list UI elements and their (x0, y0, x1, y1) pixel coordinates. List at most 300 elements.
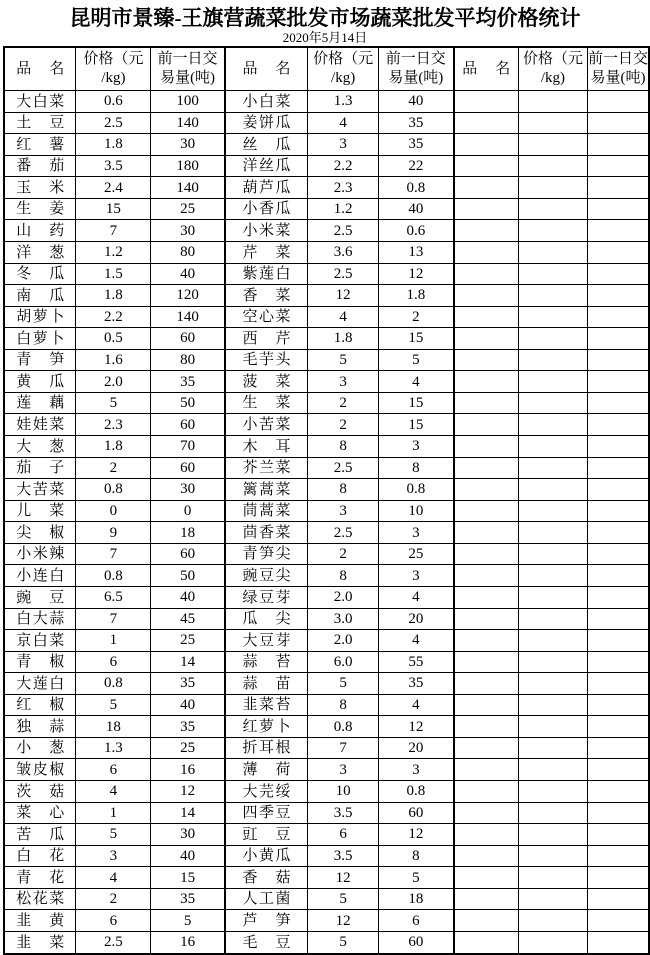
cell-product-name (454, 586, 519, 608)
cell-volume (587, 177, 649, 199)
product-name-text: 大苦菜 (16, 481, 65, 498)
table-row (4, 586, 649, 608)
cell-price: 3 (308, 371, 379, 393)
table-row (4, 91, 649, 113)
cell-product-name (225, 910, 308, 932)
cell-volume: 140 (151, 112, 225, 134)
cell-product-name (454, 716, 519, 738)
cell-volume: 22 (379, 155, 454, 177)
cell-volume: 140 (151, 306, 225, 328)
cell-price (518, 392, 587, 414)
cell-price: 7 (76, 543, 151, 565)
cell-volume (587, 91, 649, 113)
product-name-text: 折耳根 (242, 740, 291, 757)
cell-volume: 12 (151, 781, 225, 803)
cell-volume (587, 457, 649, 479)
product-name-text: 茴香菜 (242, 524, 291, 541)
table-row (4, 673, 649, 695)
cell-product-name (4, 177, 76, 199)
cell-volume: 60 (379, 931, 454, 953)
cell-price (518, 177, 587, 199)
cell-volume: 35 (151, 371, 225, 393)
cell-product-name (4, 759, 76, 781)
cell-volume (587, 845, 649, 867)
cell-product-name (454, 500, 519, 522)
cell-price: 2 (308, 414, 379, 436)
product-name-text: 韭菜 (16, 934, 65, 951)
cell-volume: 30 (151, 824, 225, 846)
cell-price: 3.6 (308, 241, 379, 263)
product-name-text: 青椒 (16, 654, 65, 671)
cell-volume (587, 392, 649, 414)
col-header-volume-line2: 易量(吨) (160, 70, 216, 86)
cell-product-name (225, 328, 308, 350)
cell-price: 7 (308, 737, 379, 759)
product-name-text: 皱皮椒 (16, 762, 65, 778)
cell-price: 8 (308, 479, 379, 501)
col-header-price-line2: /kg) (331, 70, 356, 86)
cell-price (518, 759, 587, 781)
cell-price: 4 (308, 112, 379, 134)
product-name-text: 莲藕 (16, 395, 65, 412)
product-name-text: 生姜 (16, 201, 65, 218)
cell-volume: 40 (151, 263, 225, 285)
cell-volume (587, 241, 649, 263)
cell-product-name (225, 867, 308, 889)
price-table (3, 46, 650, 955)
cell-volume: 35 (379, 673, 454, 695)
cell-product-name (225, 586, 308, 608)
cell-volume: 140 (151, 177, 225, 199)
table-row (4, 522, 649, 544)
product-name-text: 薄荷 (242, 762, 291, 778)
cell-price: 1.2 (76, 241, 151, 263)
cell-volume (587, 824, 649, 846)
product-name-text: 青笋 (16, 352, 65, 369)
product-name-text: 娃娃菜 (16, 417, 65, 433)
col-header-volume-line1: 前一日交 (587, 51, 648, 67)
cell-product-name (4, 479, 76, 501)
cell-volume: 16 (151, 759, 225, 781)
cell-price (518, 371, 587, 393)
product-name-text: 大豆芽 (242, 632, 291, 649)
cell-price: 1.8 (308, 328, 379, 350)
cell-product-name (225, 737, 308, 759)
product-name-text: 冬瓜 (16, 266, 65, 283)
cell-volume (587, 306, 649, 328)
cell-product-name (454, 177, 519, 199)
product-name-text: 毛豆 (242, 934, 291, 951)
product-name-text: 菜心 (16, 805, 65, 822)
cell-volume (587, 522, 649, 544)
cell-product-name (225, 931, 308, 953)
cell-price: 3 (308, 500, 379, 522)
cell-product-name (4, 694, 76, 716)
cell-price: 2.4 (76, 177, 151, 199)
cell-product-name (4, 392, 76, 414)
cell-volume: 3 (379, 436, 454, 458)
table-row (4, 737, 649, 759)
cell-product-name (225, 716, 308, 738)
cell-product-name (454, 414, 519, 436)
cell-price (518, 586, 587, 608)
cell-price (518, 694, 587, 716)
col-header-volume-line1: 前一日交 (157, 51, 218, 67)
cell-volume (587, 759, 649, 781)
col-header-price-line1: 价格（元 (83, 51, 144, 67)
cell-volume: 25 (379, 543, 454, 565)
table-row (4, 565, 649, 587)
cell-price: 7 (76, 608, 151, 630)
col-header-name-label: 品名 (462, 61, 511, 78)
cell-product-name (225, 781, 308, 803)
col-header-volume-line2: 易量(吨) (388, 70, 444, 86)
cell-price: 8 (308, 436, 379, 458)
cell-product-name (454, 349, 519, 371)
cell-price (518, 241, 587, 263)
cell-volume (587, 651, 649, 673)
cell-product-name (225, 565, 308, 587)
col-header-volume-line2: 易量(吨) (590, 70, 646, 86)
cell-volume (587, 931, 649, 953)
cell-volume: 60 (151, 414, 225, 436)
cell-product-name (4, 673, 76, 695)
cell-volume: 40 (151, 694, 225, 716)
cell-product-name (454, 845, 519, 867)
product-name-text: 韭黄 (16, 912, 65, 929)
cell-price (518, 328, 587, 350)
cell-price: 0.6 (76, 91, 151, 113)
cell-volume: 30 (151, 479, 225, 501)
table-row (4, 220, 649, 242)
cell-volume (587, 586, 649, 608)
cell-volume: 40 (151, 845, 225, 867)
product-name-text: 人工菌 (242, 891, 291, 908)
cell-product-name (225, 371, 308, 393)
product-name-text: 青花 (16, 869, 65, 886)
cell-volume: 5 (379, 349, 454, 371)
cell-price: 12 (308, 910, 379, 932)
cell-price (518, 845, 587, 867)
cell-volume: 30 (151, 134, 225, 156)
header-row (4, 47, 649, 91)
cell-product-name (454, 888, 519, 910)
col-header-volume-line1: 前一日交 (385, 51, 446, 67)
cell-volume: 30 (151, 220, 225, 242)
cell-volume (587, 349, 649, 371)
product-name-text: 红椒 (16, 697, 65, 714)
cell-price: 0.8 (308, 716, 379, 738)
cell-volume: 0 (151, 500, 225, 522)
cell-price (518, 737, 587, 759)
cell-volume (587, 716, 649, 738)
cell-product-name (454, 392, 519, 414)
cell-volume (587, 565, 649, 587)
cell-price (518, 673, 587, 695)
cell-volume: 25 (151, 630, 225, 652)
cell-product-name (454, 198, 519, 220)
cell-volume: 40 (379, 198, 454, 220)
product-name-text: 红萝卜 (242, 718, 291, 735)
table-row (4, 134, 649, 156)
cell-product-name (4, 888, 76, 910)
product-name-text: 香菜 (242, 287, 291, 304)
col-header-price-line1: 价格（元 (313, 51, 374, 67)
cell-product-name (4, 414, 76, 436)
product-name-text: 小白菜 (242, 93, 291, 110)
table-row (4, 349, 649, 371)
cell-price: 4 (76, 781, 151, 803)
cell-volume: 80 (151, 349, 225, 371)
cell-product-name (454, 371, 519, 393)
cell-product-name (4, 457, 76, 479)
product-name-text: 西芹 (242, 330, 291, 347)
cell-price (518, 888, 587, 910)
cell-product-name (454, 306, 519, 328)
cell-product-name (4, 198, 76, 220)
product-name-text: 芹菜 (242, 244, 291, 261)
cell-product-name (454, 651, 519, 673)
table-row (4, 112, 649, 134)
product-name-text: 木耳 (242, 438, 291, 455)
col-header-volume (151, 47, 225, 91)
cell-price: 5 (308, 349, 379, 371)
cell-price: 2.0 (308, 586, 379, 608)
product-name-text: 小连白 (16, 567, 65, 584)
cell-volume: 55 (379, 651, 454, 673)
cell-price: 2.5 (308, 522, 379, 544)
cell-price: 3.5 (76, 155, 151, 177)
cell-volume (587, 479, 649, 501)
cell-product-name (454, 630, 519, 652)
cell-price: 2.0 (308, 630, 379, 652)
cell-volume: 4 (379, 694, 454, 716)
table-row (4, 263, 649, 285)
product-name-text: 芦笋 (242, 912, 291, 929)
cell-product-name (4, 586, 76, 608)
cell-product-name (4, 263, 76, 285)
product-name-text: 小香瓜 (242, 201, 291, 218)
product-name-text: 小葱 (16, 740, 65, 757)
cell-product-name (225, 522, 308, 544)
product-name-text: 蒜苗 (242, 675, 291, 692)
cell-volume: 15 (379, 392, 454, 414)
cell-volume (587, 198, 649, 220)
cell-product-name (454, 328, 519, 350)
cell-volume: 35 (379, 134, 454, 156)
product-name-text: 洋葱 (16, 244, 65, 261)
cell-price: 2.5 (308, 220, 379, 242)
product-name-text: 四季豆 (242, 805, 291, 822)
table-row (4, 888, 649, 910)
product-name-text: 绿豆芽 (242, 589, 291, 606)
cell-volume: 2 (379, 306, 454, 328)
cell-price: 1.5 (76, 263, 151, 285)
cell-volume: 4 (379, 371, 454, 393)
table-row (4, 781, 649, 803)
cell-price: 5 (76, 392, 151, 414)
cell-product-name (225, 112, 308, 134)
product-name-text: 土豆 (16, 115, 65, 132)
cell-volume: 5 (151, 910, 225, 932)
cell-product-name (225, 694, 308, 716)
cell-product-name (225, 651, 308, 673)
cell-volume (587, 867, 649, 889)
cell-price: 18 (76, 716, 151, 738)
cell-product-name (225, 177, 308, 199)
cell-price: 0.8 (76, 479, 151, 501)
cell-volume (587, 910, 649, 932)
product-name-text: 红薯 (16, 136, 65, 153)
cell-price: 1.3 (76, 737, 151, 759)
cell-product-name (225, 500, 308, 522)
cell-price: 2.5 (308, 263, 379, 285)
cell-volume: 15 (151, 867, 225, 889)
product-name-text: 白花 (16, 848, 65, 865)
cell-price: 3 (76, 845, 151, 867)
cell-price (518, 436, 587, 458)
cell-volume: 12 (379, 716, 454, 738)
cell-price (518, 263, 587, 285)
cell-product-name (454, 479, 519, 501)
cell-product-name (225, 392, 308, 414)
cell-product-name (225, 134, 308, 156)
product-name-text: 空心菜 (242, 309, 291, 326)
cell-product-name (4, 608, 76, 630)
col-header-volume (587, 47, 649, 91)
cell-price: 1.8 (76, 134, 151, 156)
product-name-text: 尖椒 (16, 524, 65, 541)
table-row (4, 931, 649, 953)
col-header-name (4, 47, 76, 91)
cell-product-name (4, 155, 76, 177)
cell-volume (587, 112, 649, 134)
cell-volume: 3 (379, 522, 454, 544)
cell-price: 2.5 (76, 112, 151, 134)
cell-price: 1 (76, 630, 151, 652)
cell-volume: 8 (379, 845, 454, 867)
cell-volume: 18 (379, 888, 454, 910)
cell-volume (587, 802, 649, 824)
product-name-text: 山药 (16, 222, 65, 239)
cell-volume (587, 737, 649, 759)
cell-volume (587, 694, 649, 716)
cell-product-name (4, 910, 76, 932)
cell-volume: 45 (151, 608, 225, 630)
cell-volume: 18 (151, 522, 225, 544)
cell-volume: 14 (151, 651, 225, 673)
cell-product-name (4, 651, 76, 673)
table-row (4, 630, 649, 652)
cell-volume: 12 (379, 824, 454, 846)
cell-product-name (225, 845, 308, 867)
cell-volume: 8 (379, 457, 454, 479)
table-row (4, 845, 649, 867)
table-row (4, 651, 649, 673)
product-name-text: 芥兰菜 (242, 460, 291, 477)
table-row (4, 155, 649, 177)
cell-volume (587, 673, 649, 695)
col-header-name (225, 47, 308, 91)
product-name-text: 番茄 (16, 158, 65, 175)
page-title: 昆明市景臻-王旗营蔬菜批发市场蔬菜批发平均价格统计 (69, 6, 581, 30)
cell-price (518, 522, 587, 544)
cell-price: 3.0 (308, 608, 379, 630)
cell-price: 2.5 (308, 457, 379, 479)
cell-price: 2.5 (76, 931, 151, 953)
cell-price (518, 651, 587, 673)
cell-price: 7 (76, 220, 151, 242)
cell-product-name (4, 565, 76, 587)
col-header-price (308, 47, 379, 91)
cell-price: 4 (308, 306, 379, 328)
cell-volume: 5 (379, 867, 454, 889)
cell-product-name (454, 112, 519, 134)
cell-price: 5 (308, 931, 379, 953)
cell-product-name (225, 349, 308, 371)
cell-product-name (225, 306, 308, 328)
col-header-price-line2: /kg) (540, 70, 566, 86)
cell-price: 3 (308, 759, 379, 781)
cell-product-name (454, 802, 519, 824)
product-name-text: 白大蒜 (16, 611, 65, 628)
cell-product-name (454, 91, 519, 113)
cell-price: 1.2 (308, 198, 379, 220)
cell-volume: 100 (151, 91, 225, 113)
product-name-text: 姜饼瓜 (242, 115, 291, 132)
product-name-text: 豇豆 (242, 826, 291, 843)
cell-price (518, 910, 587, 932)
cell-volume: 40 (379, 91, 454, 113)
cell-price (518, 349, 587, 371)
cell-price (518, 479, 587, 501)
cell-price (518, 500, 587, 522)
cell-product-name (4, 112, 76, 134)
cell-volume (587, 500, 649, 522)
cell-product-name (225, 91, 308, 113)
cell-price (518, 220, 587, 242)
cell-volume (587, 263, 649, 285)
col-header-volume (379, 47, 454, 91)
cell-price: 2.0 (76, 371, 151, 393)
cell-product-name (4, 824, 76, 846)
table-row (4, 414, 649, 436)
cell-product-name (4, 630, 76, 652)
product-name-text: 独蒜 (16, 718, 65, 735)
cell-product-name (454, 910, 519, 932)
cell-product-name (454, 608, 519, 630)
cell-product-name (454, 931, 519, 953)
cell-product-name (4, 737, 76, 759)
table-row (4, 392, 649, 414)
cell-product-name (454, 673, 519, 695)
cell-volume: 60 (379, 802, 454, 824)
table-row (4, 608, 649, 630)
cell-product-name (4, 306, 76, 328)
cell-price (518, 543, 587, 565)
cell-product-name (225, 436, 308, 458)
product-name-text: 茼蒿菜 (242, 503, 291, 520)
cell-volume (587, 630, 649, 652)
cell-price (518, 112, 587, 134)
product-name-text: 玉米 (16, 179, 65, 196)
cell-volume: 35 (151, 673, 225, 695)
cell-price (518, 198, 587, 220)
cell-product-name (4, 371, 76, 393)
cell-product-name (454, 694, 519, 716)
cell-product-name (454, 241, 519, 263)
cell-product-name (454, 263, 519, 285)
